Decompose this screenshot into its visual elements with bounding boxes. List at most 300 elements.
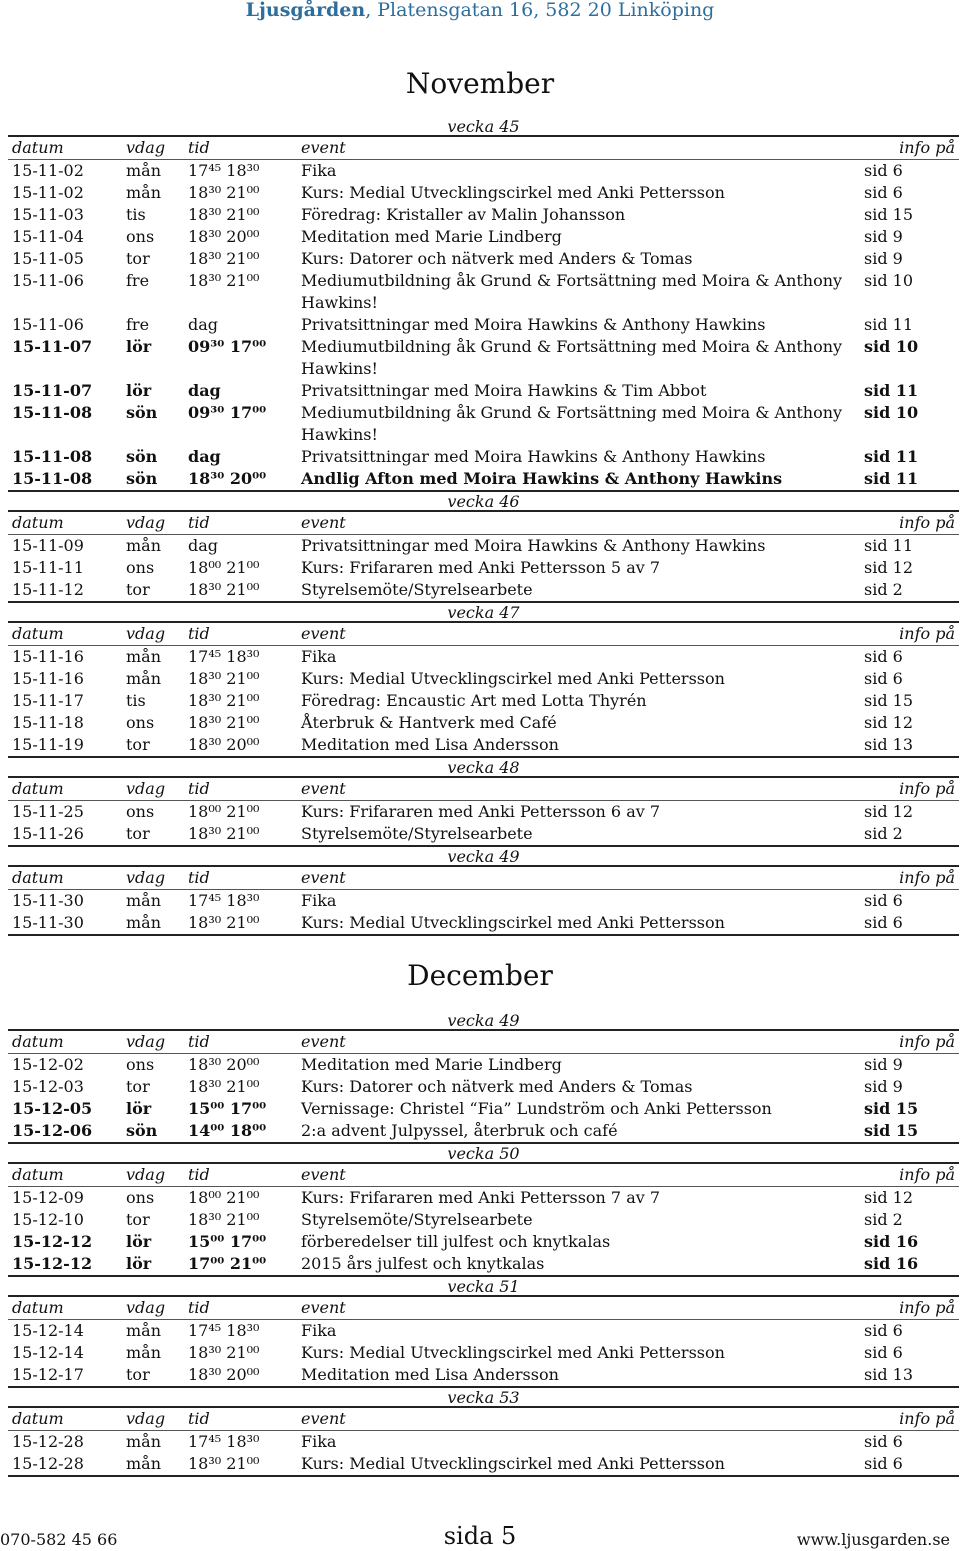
table-row xyxy=(8,535,959,557)
cell-date: 15-12-03 xyxy=(12,1077,84,1096)
cell-time: 18³⁰ 21⁰⁰ xyxy=(188,271,260,290)
week-block xyxy=(8,1388,959,1477)
cell-info: sid 10 xyxy=(864,403,919,422)
column-header-row xyxy=(8,137,959,160)
cell-day: mån xyxy=(126,1343,162,1362)
cell-event: Meditation med Lisa Andersson xyxy=(301,735,559,754)
cell-time: 18³⁰ 21⁰⁰ xyxy=(188,1210,260,1229)
table-row xyxy=(8,734,959,757)
cell-day: sön xyxy=(126,447,158,466)
col-header-time: tid xyxy=(184,512,297,535)
table-row xyxy=(8,690,959,712)
cell-event: Privatsittningar med Moira Hawkins & Tim Abbot xyxy=(301,381,707,400)
cell-day: ons xyxy=(126,1188,155,1207)
cell-event: Fika xyxy=(301,647,337,666)
cell-date: 15-12-06 xyxy=(12,1121,93,1140)
footer-page-number: sida 5 xyxy=(443,1522,517,1550)
cell-time: 09³⁰ 17⁰⁰ xyxy=(188,403,267,422)
col-header-info: info på xyxy=(860,137,959,160)
col-header-day: vdag xyxy=(122,1297,184,1320)
cell-info: sid 6 xyxy=(864,183,903,202)
cell-time: 18³⁰ 21⁰⁰ xyxy=(188,249,260,268)
cell-day: lör xyxy=(126,381,152,400)
cell-day: tor xyxy=(126,580,150,599)
cell-info: sid 2 xyxy=(864,824,903,843)
cell-event: Kurs: Medial Utvecklingscirkel med Anki Pettersson xyxy=(301,913,725,932)
cell-date: 15-11-04 xyxy=(12,227,84,246)
table-row xyxy=(8,801,959,823)
cell-day: lör xyxy=(126,1254,152,1273)
cell-day: mån xyxy=(126,536,162,555)
col-header-info: info på xyxy=(860,623,959,646)
cell-time: 18⁰⁰ 21⁰⁰ xyxy=(188,1188,260,1207)
column-header-row xyxy=(8,512,959,535)
cell-time: 18³⁰ 21⁰⁰ xyxy=(188,1454,260,1473)
week-table xyxy=(8,801,959,847)
week-table xyxy=(8,1054,959,1144)
page-header xyxy=(0,0,960,20)
cell-time: 18³⁰ 20⁰⁰ xyxy=(188,469,267,488)
cell-date: 15-11-06 xyxy=(12,315,84,334)
week-table xyxy=(8,890,959,936)
cell-time: 18³⁰ 21⁰⁰ xyxy=(188,1077,260,1096)
cell-time: 17⁰⁰ 21⁰⁰ xyxy=(188,1254,267,1273)
cell-date: 15-11-19 xyxy=(12,735,84,754)
col-header-day: vdag xyxy=(122,778,184,801)
table-row xyxy=(8,1098,959,1120)
table-row xyxy=(8,890,959,912)
cell-info: sid 6 xyxy=(864,1454,903,1473)
cell-event: Styrelsemöte/Styrelsearbete xyxy=(301,1210,533,1229)
table-row xyxy=(8,1342,959,1364)
cell-date: 15-12-10 xyxy=(12,1210,84,1229)
cell-info: sid 10 xyxy=(864,337,919,356)
col-header-info: info på xyxy=(860,512,959,535)
cell-day: ons xyxy=(126,713,155,732)
table-row xyxy=(8,248,959,270)
cell-day: mån xyxy=(126,913,162,932)
col-header-day: vdag xyxy=(122,512,184,535)
cell-info: sid 6 xyxy=(864,669,903,688)
column-header-row xyxy=(8,1031,959,1054)
cell-event: Kurs: Frifararen med Anki Pettersson 6 av 7 xyxy=(301,802,661,821)
table-row xyxy=(8,1120,959,1143)
cell-event: Mediumutbildning åk Grund & Fortsättning med Moira & Anthony Hawkins! xyxy=(301,337,843,378)
cell-info: sid 2 xyxy=(864,580,903,599)
cell-day: fre xyxy=(126,315,150,334)
table-row xyxy=(8,1253,959,1276)
table-row xyxy=(8,1364,959,1387)
cell-info: sid 9 xyxy=(864,227,903,246)
col-header-date: datum xyxy=(8,623,122,646)
cell-day: tor xyxy=(126,1210,150,1229)
week-label: vecka 51 xyxy=(8,1277,959,1297)
week-label: vecka 53 xyxy=(8,1388,959,1408)
table-row xyxy=(8,1054,959,1076)
cell-day: tis xyxy=(126,691,146,710)
week-block xyxy=(8,758,959,847)
cell-info: sid 10 xyxy=(864,271,914,290)
cell-day: mån xyxy=(126,1432,162,1451)
cell-day: tor xyxy=(126,1365,150,1384)
col-header-day: vdag xyxy=(122,1164,184,1187)
cell-time: dag xyxy=(188,315,219,334)
cell-info: sid 6 xyxy=(864,913,903,932)
cell-info: sid 11 xyxy=(864,381,919,400)
table-row xyxy=(8,1453,959,1476)
col-header-time: tid xyxy=(184,867,297,890)
table-row xyxy=(8,380,959,402)
column-header-row xyxy=(8,623,959,646)
cell-info: sid 6 xyxy=(864,1343,903,1362)
week-block xyxy=(8,1277,959,1388)
table-row xyxy=(8,668,959,690)
cell-info: sid 13 xyxy=(864,1365,914,1384)
cell-event: 2015 års julfest och knytkalas xyxy=(301,1254,545,1273)
cell-time: 18³⁰ 21⁰⁰ xyxy=(188,669,260,688)
cell-day: tor xyxy=(126,1077,150,1096)
cell-day: ons xyxy=(126,802,155,821)
cell-date: 15-12-28 xyxy=(12,1432,84,1451)
table-row xyxy=(8,226,959,248)
cell-time: 18⁰⁰ 21⁰⁰ xyxy=(188,802,260,821)
cell-time: dag xyxy=(188,536,219,555)
cell-time: 18³⁰ 20⁰⁰ xyxy=(188,227,260,246)
cell-info: sid 11 xyxy=(864,469,919,488)
cell-day: tor xyxy=(126,824,150,843)
col-header-date: datum xyxy=(8,1408,122,1431)
cell-event: Kurs: Datorer och nätverk med Anders & Tomas xyxy=(301,249,693,268)
week-block xyxy=(8,1011,959,1144)
cell-event: Mediumutbildning åk Grund & Fortsättning med Moira & Anthony Hawkins! xyxy=(301,271,843,312)
cell-day: mån xyxy=(126,1321,162,1340)
table-row xyxy=(8,579,959,602)
table-row xyxy=(8,1076,959,1098)
col-header-time: tid xyxy=(184,778,297,801)
col-header-event: event xyxy=(297,512,860,535)
table-row xyxy=(8,1231,959,1253)
col-header-time: tid xyxy=(184,1164,297,1187)
cell-event: Kurs: Datorer och nätverk med Anders & Tomas xyxy=(301,1077,693,1096)
cell-event: Föredrag: Encaustic Art med Lotta Thyrén xyxy=(301,691,647,710)
col-header-info: info på xyxy=(860,1297,959,1320)
col-header-date: datum xyxy=(8,1164,122,1187)
cell-date: 15-11-09 xyxy=(12,536,84,555)
cell-event: Privatsittningar med Moira Hawkins & Anthony Hawkins xyxy=(301,536,766,555)
column-header-row xyxy=(8,1297,959,1320)
col-header-event: event xyxy=(297,1297,860,1320)
table-row xyxy=(8,468,959,491)
col-header-event: event xyxy=(297,623,860,646)
cell-info: sid 11 xyxy=(864,447,919,466)
cell-time: 18³⁰ 20⁰⁰ xyxy=(188,1365,260,1384)
col-header-time: tid xyxy=(184,1031,297,1054)
cell-info: sid 16 xyxy=(864,1254,919,1273)
cell-info: sid 12 xyxy=(864,1188,914,1207)
table-row xyxy=(8,270,959,314)
table-row xyxy=(8,1431,959,1453)
cell-date: 15-11-30 xyxy=(12,891,84,910)
cell-event: Andlig Afton med Moira Hawkins & Anthony Hawkins xyxy=(301,469,783,488)
cell-event: Kurs: Frifararen med Anki Pettersson 7 av 7 xyxy=(301,1188,661,1207)
cell-day: fre xyxy=(126,271,150,290)
month-title-december: December xyxy=(407,959,553,992)
cell-time: 15⁰⁰ 17⁰⁰ xyxy=(188,1232,267,1251)
cell-date: 15-11-08 xyxy=(12,469,93,488)
week-table xyxy=(8,646,959,758)
cell-event: Fika xyxy=(301,1432,337,1451)
cell-info: sid 12 xyxy=(864,558,914,577)
cell-date: 15-11-05 xyxy=(12,249,84,268)
col-header-info: info på xyxy=(860,1408,959,1431)
cell-info: sid 9 xyxy=(864,249,903,268)
cell-time: 18³⁰ 21⁰⁰ xyxy=(188,913,260,932)
cell-day: lör xyxy=(126,337,152,356)
cell-event: Meditation med Marie Lindberg xyxy=(301,1055,562,1074)
cell-info: sid 9 xyxy=(864,1077,903,1096)
header-org: Ljusgården xyxy=(245,0,366,21)
cell-info: sid 15 xyxy=(864,1121,919,1140)
col-header-time: tid xyxy=(184,1297,297,1320)
cell-date: 15-11-16 xyxy=(12,647,84,666)
cell-event: Meditation med Marie Lindberg xyxy=(301,227,562,246)
cell-time: 17⁴⁵ 18³⁰ xyxy=(188,891,260,910)
col-header-day: vdag xyxy=(122,137,184,160)
col-header-event: event xyxy=(297,867,860,890)
cell-day: sön xyxy=(126,1121,158,1140)
cell-event: Kurs: Medial Utvecklingscirkel med Anki Pettersson xyxy=(301,1454,725,1473)
cell-date: 15-12-09 xyxy=(12,1188,84,1207)
cell-date: 15-12-05 xyxy=(12,1099,93,1118)
table-row xyxy=(8,557,959,579)
col-header-event: event xyxy=(297,1164,860,1187)
cell-time: 18³⁰ 21⁰⁰ xyxy=(188,205,260,224)
week-block xyxy=(8,492,959,603)
cell-date: 15-11-02 xyxy=(12,161,84,180)
cell-event: Mediumutbildning åk Grund & Fortsättning med Moira & Anthony Hawkins! xyxy=(301,403,843,444)
cell-time: 14⁰⁰ 18⁰⁰ xyxy=(188,1121,267,1140)
cell-info: sid 2 xyxy=(864,1210,903,1229)
week-table xyxy=(8,1431,959,1477)
cell-event: Kurs: Frifararen med Anki Pettersson 5 av 7 xyxy=(301,558,661,577)
cell-date: 15-11-26 xyxy=(12,824,84,843)
cell-day: tor xyxy=(126,249,150,268)
cell-time: dag xyxy=(188,447,221,466)
week-table xyxy=(8,535,959,603)
col-header-time: tid xyxy=(184,1408,297,1431)
table-row xyxy=(8,1187,959,1209)
cell-date: 15-11-06 xyxy=(12,271,84,290)
cell-date: 15-12-12 xyxy=(12,1254,93,1273)
col-header-date: datum xyxy=(8,778,122,801)
cell-date: 15-11-03 xyxy=(12,205,84,224)
cell-day: mån xyxy=(126,1454,162,1473)
header-address: , Platensgatan 16, 582 20 Linköping xyxy=(365,0,715,21)
week-block xyxy=(8,117,959,492)
cell-info: sid 6 xyxy=(864,1321,903,1340)
cell-info: sid 6 xyxy=(864,161,903,180)
cell-date: 15-11-07 xyxy=(12,337,93,356)
cell-date: 15-12-14 xyxy=(12,1321,84,1340)
footer-website-link[interactable]: www.ljusgarden.se xyxy=(796,1530,950,1549)
cell-info: sid 11 xyxy=(864,536,914,555)
column-header-row xyxy=(8,867,959,890)
cell-info: sid 6 xyxy=(864,891,903,910)
cell-event: Kurs: Medial Utvecklingscirkel med Anki Pettersson xyxy=(301,1343,725,1362)
col-header-info: info på xyxy=(860,1031,959,1054)
cell-time: 17⁴⁵ 18³⁰ xyxy=(188,1321,260,1340)
cell-date: 15-11-11 xyxy=(12,558,84,577)
cell-day: tor xyxy=(126,735,150,754)
table-row xyxy=(8,446,959,468)
week-label: vecka 50 xyxy=(8,1144,959,1164)
cell-event: förberedelser till julfest och knytkalas xyxy=(301,1232,611,1251)
cell-day: mån xyxy=(126,891,162,910)
col-header-day: vdag xyxy=(122,1408,184,1431)
col-header-date: datum xyxy=(8,867,122,890)
footer-phone: 070-582 45 66 xyxy=(0,1530,118,1549)
cell-info: sid 15 xyxy=(864,691,914,710)
cell-date: 15-11-12 xyxy=(12,580,84,599)
col-header-date: datum xyxy=(8,1297,122,1320)
col-header-info: info på xyxy=(860,1164,959,1187)
cell-date: 15-11-16 xyxy=(12,669,84,688)
cell-event: Styrelsemöte/Styrelsearbete xyxy=(301,580,533,599)
cell-time: 18³⁰ 21⁰⁰ xyxy=(188,580,260,599)
cell-date: 15-11-08 xyxy=(12,447,93,466)
table-row xyxy=(8,823,959,846)
week-label: vecka 45 xyxy=(8,117,959,137)
table-row xyxy=(8,204,959,226)
cell-time: 18³⁰ 21⁰⁰ xyxy=(188,691,260,710)
cell-date: 15-12-14 xyxy=(12,1343,84,1362)
col-header-day: vdag xyxy=(122,867,184,890)
table-row xyxy=(8,160,959,182)
week-block xyxy=(8,1144,959,1277)
col-header-date: datum xyxy=(8,1031,122,1054)
cell-date: 15-11-17 xyxy=(12,691,84,710)
cell-info: sid 6 xyxy=(864,647,903,666)
cell-date: 15-12-17 xyxy=(12,1365,84,1384)
cell-date: 15-12-28 xyxy=(12,1454,84,1473)
table-row xyxy=(8,336,959,380)
cell-day: lör xyxy=(126,1232,152,1251)
cell-event: Fika xyxy=(301,1321,337,1340)
cell-info: sid 12 xyxy=(864,802,914,821)
table-row xyxy=(8,1320,959,1342)
cell-info: sid 11 xyxy=(864,315,914,334)
cell-time: 15⁰⁰ 17⁰⁰ xyxy=(188,1099,267,1118)
cell-time: 09³⁰ 17⁰⁰ xyxy=(188,337,267,356)
cell-date: 15-11-02 xyxy=(12,183,84,202)
col-header-event: event xyxy=(297,1031,860,1054)
cell-time: 18³⁰ 20⁰⁰ xyxy=(188,1055,260,1074)
cell-day: tis xyxy=(126,205,146,224)
cell-day: ons xyxy=(126,558,155,577)
week-table xyxy=(8,1187,959,1277)
col-header-day: vdag xyxy=(122,623,184,646)
cell-event: Fika xyxy=(301,891,337,910)
column-header-row xyxy=(8,1408,959,1431)
col-header-event: event xyxy=(297,778,860,801)
week-label: vecka 49 xyxy=(8,1011,959,1031)
cell-event: Kurs: Medial Utvecklingscirkel med Anki Pettersson xyxy=(301,669,725,688)
november-schedule xyxy=(8,117,959,936)
col-header-date: datum xyxy=(8,512,122,535)
cell-event: Meditation med Lisa Andersson xyxy=(301,1365,559,1384)
cell-time: 17⁴⁵ 18³⁰ xyxy=(188,1432,260,1451)
cell-info: sid 6 xyxy=(864,1432,903,1451)
col-header-time: tid xyxy=(184,137,297,160)
cell-event: Fika xyxy=(301,161,337,180)
column-header-row xyxy=(8,1164,959,1187)
cell-day: ons xyxy=(126,1055,155,1074)
cell-info: sid 13 xyxy=(864,735,914,754)
cell-event: Privatsittningar med Moira Hawkins & Anthony Hawkins xyxy=(301,447,766,466)
table-row xyxy=(8,646,959,668)
cell-time: 18³⁰ 21⁰⁰ xyxy=(188,713,260,732)
page-footer xyxy=(0,1522,960,1550)
cell-date: 15-11-25 xyxy=(12,802,84,821)
cell-day: mån xyxy=(126,669,162,688)
cell-time: 18³⁰ 21⁰⁰ xyxy=(188,824,260,843)
cell-date: 15-12-12 xyxy=(12,1232,93,1251)
cell-date: 15-11-18 xyxy=(12,713,84,732)
cell-day: sön xyxy=(126,403,158,422)
table-row xyxy=(8,402,959,446)
col-header-time: tid xyxy=(184,623,297,646)
col-header-day: vdag xyxy=(122,1031,184,1054)
month-title-november: November xyxy=(405,67,555,100)
col-header-date: datum xyxy=(8,137,122,160)
col-header-event: event xyxy=(297,137,860,160)
col-header-event: event xyxy=(297,1408,860,1431)
cell-event: Föredrag: Kristaller av Malin Johansson xyxy=(301,205,626,224)
week-label: vecka 47 xyxy=(8,603,959,623)
cell-day: ons xyxy=(126,227,155,246)
cell-time: 17⁴⁵ 18³⁰ xyxy=(188,647,260,666)
cell-event: Kurs: Medial Utvecklingscirkel med Anki Pettersson xyxy=(301,183,725,202)
table-row xyxy=(8,314,959,336)
table-row xyxy=(8,712,959,734)
week-block xyxy=(8,603,959,758)
cell-time: 17⁴⁵ 18³⁰ xyxy=(188,161,260,180)
cell-day: mån xyxy=(126,647,162,666)
week-label: vecka 46 xyxy=(8,492,959,512)
cell-time: 18⁰⁰ 21⁰⁰ xyxy=(188,558,260,577)
table-row xyxy=(8,912,959,935)
cell-info: sid 15 xyxy=(864,1099,919,1118)
cell-day: sön xyxy=(126,469,158,488)
cell-event: Vernissage: Christel “Fia” Lundström och Anki Pettersson xyxy=(301,1099,772,1118)
cell-time: 18³⁰ 20⁰⁰ xyxy=(188,735,260,754)
col-header-info: info på xyxy=(860,778,959,801)
week-table xyxy=(8,160,959,492)
cell-day: mån xyxy=(126,183,162,202)
week-table xyxy=(8,1320,959,1388)
cell-day: lör xyxy=(126,1099,152,1118)
cell-date: 15-12-02 xyxy=(12,1055,84,1074)
cell-info: sid 15 xyxy=(864,205,914,224)
cell-event: 2:a advent Julpyssel, återbruk och café xyxy=(301,1121,618,1140)
cell-date: 15-11-08 xyxy=(12,403,93,422)
col-header-info: info på xyxy=(860,867,959,890)
cell-event: Styrelsemöte/Styrelsearbete xyxy=(301,824,533,843)
cell-time: 18³⁰ 21⁰⁰ xyxy=(188,1343,260,1362)
week-label: vecka 48 xyxy=(8,758,959,778)
cell-day: mån xyxy=(126,161,162,180)
cell-time: dag xyxy=(188,381,221,400)
